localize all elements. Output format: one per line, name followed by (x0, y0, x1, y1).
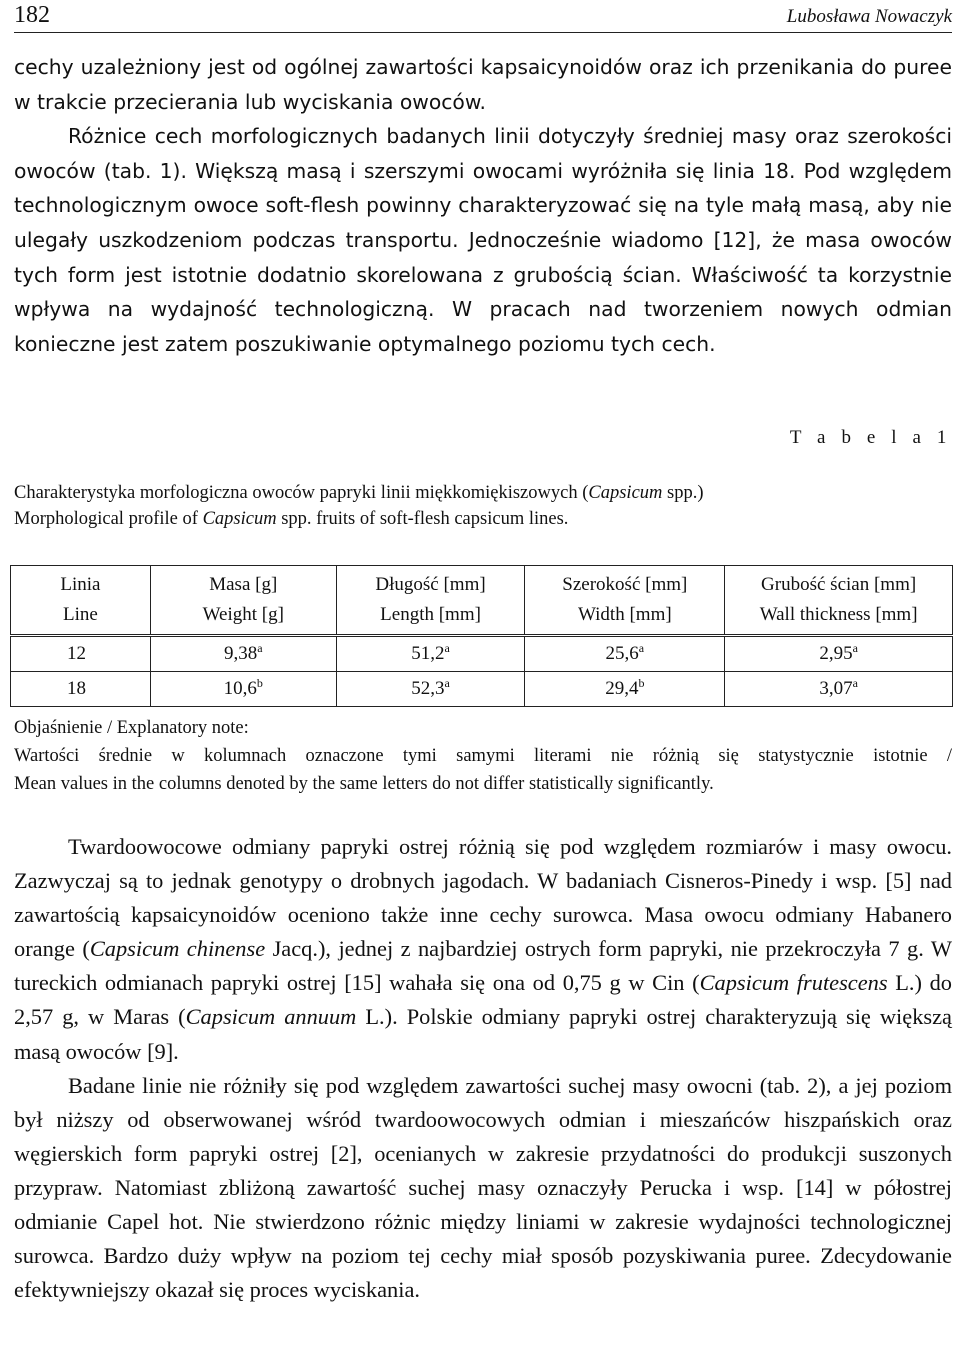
column-header-weight: Masa [g] Weight [g] (150, 566, 336, 636)
species-name: Capsicum frutescens (699, 970, 888, 996)
cell-wall-thickness: 3,07$^a$ (725, 672, 953, 707)
paragraph-dry-matter: Badane linie nie różniły się pod względem zawartości suchej masy owocni (tab. 2), a jej poziom był niższy od obserwowanej wśród twardoowocowych odmian i mieszańców hiszpańskich oraz węgierskich form papryki ostrej [2], ocenianych w zakresie przydatności do produkcji suszonych przypraw. Natomiast zbliżoną zawartość suchej masy oznaczyły Perucka i wsp. [14] w półostrej odmianie Capel hot. Nie stwierdzono różnic między liniami w zakresie wydajności technologicznej surowca. Bardzo duży wpływ na poziom tej cechy miał sposób pozyskiwania puree. Zdecydowanie efektywniejszy okazał się proces wyciskania. (14, 1072, 952, 1303)
table-note (14, 714, 952, 798)
cell-width: 29,4$^b$ (525, 672, 725, 707)
caption-en-end: spp. fruits of soft-flesh capsicum lines. (276, 509, 569, 529)
cell-line: 12 (11, 636, 151, 672)
note-english: Mean values in the columns denoted by the same letters do not differ statistically significantly. (14, 774, 714, 794)
morphology-table (10, 565, 953, 707)
table-label: T a b e l a 1 (789, 427, 952, 448)
cell-line: 18 (11, 672, 151, 707)
cell-weight: 10,6$^b$ (150, 672, 336, 707)
table-header-row (11, 566, 953, 636)
note-heading: Objaśnienie / Explanatory note: (14, 718, 249, 738)
cell-length: 51,2$^a$ (336, 636, 525, 672)
paragraph-hard-fruit-varieties: Twardoowocowe odmiany papryki ostrej różnią się pod względem rozmiarów i masy owocu. Zazwyczaj są to jednak genotypy o drobnych jagodach. W badaniach Cisneros-Pinedy i wsp. [5] nad zawartością kapsaicynoidów oceniono także inne cechy surowca. Masa owocu odmiany Habanero orange (Capsicum chinense Jacq.), jednej z najbardziej ostrych form papryki, nie przekroczyła 7 g. W tureckich odmianach papryki ostrej [15] wahała się ona od 0,75 g w Cin (Capsicum frutescens L.) do 2,57 g, w Maras (Capsicum annuum L.). Polskie odmiany papryki ostrej charakteryzują się większą masą owoców [9]. (14, 834, 953, 1064)
column-header-line: Linia Line (11, 566, 151, 636)
caption-en-genus: Capsicum (202, 509, 277, 529)
column-header-width: Szerokość [mm] Width [mm] (525, 566, 725, 636)
cell-width: 25,6$^a$ (525, 636, 725, 672)
running-author: Lubosława Nowaczyk (786, 6, 952, 27)
caption-pl-text: Charakterystyka morfologiczna owoców papryki linii miękkomiękiszowych ( (14, 483, 589, 503)
caption-pl-end: spp.) (662, 483, 704, 503)
caption-english (14, 506, 952, 532)
table-row (11, 672, 953, 707)
caption-polish (14, 480, 952, 506)
table-caption (14, 480, 952, 532)
table-row (11, 636, 953, 672)
column-header-length: Długość [mm] Length [mm] (336, 566, 525, 636)
cell-length: 52,3$^a$ (336, 672, 525, 707)
body-text-bottom (14, 830, 952, 1307)
species-name: Capsicum chinense (89, 936, 266, 962)
paragraph-continuation: cechy uzależniony jest od ogólnej zawartości kapsaicynoidów oraz ich przenikania do puree w trakcie przecierania lub wyciskania owoców. (14, 55, 952, 114)
body-text-top (14, 50, 952, 361)
species-name: Capsicum annuum (185, 1004, 357, 1030)
column-header-wall-thickness: Grubość ścian [mm] Wall thickness [mm] (725, 566, 953, 636)
cell-weight: 9,38$^a$ (150, 636, 336, 672)
running-header (14, 2, 952, 33)
paragraph-morphology: Różnice cech morfologicznych badanych linii dotyczyły średniej masy oraz szerokości owoców (tab. 1). Większą masą i szerszymi owocami wyróżniła się linia 18. Pod względem technologicznym owoce soft-flesh powinny charakteryzować się na tyle małą masą, aby nie ulegały uszkodzeniom podczas transportu. Jednocześnie wiadomo [12], że masa owoców tych form jest istotnie dodatnio skorelowana z grubością ścian. Właściwość ta korzystnie wpływa na wydajność technologiczną. W pracach nad tworzeniem nowych odmian konieczne jest zatem poszukiwanie optymalnego poziomu tych cech. (14, 124, 952, 356)
caption-en-text: Morphological profile of (14, 509, 203, 529)
caption-pl-genus: Capsicum (588, 483, 663, 503)
page-number: 182 (14, 2, 50, 28)
note-polish: Wartości średnie w kolumnach oznaczone tymi samymi literami nie różnią się statystycznie istotnie / (14, 746, 952, 766)
cell-wall-thickness: 2,95$^a$ (725, 636, 953, 672)
